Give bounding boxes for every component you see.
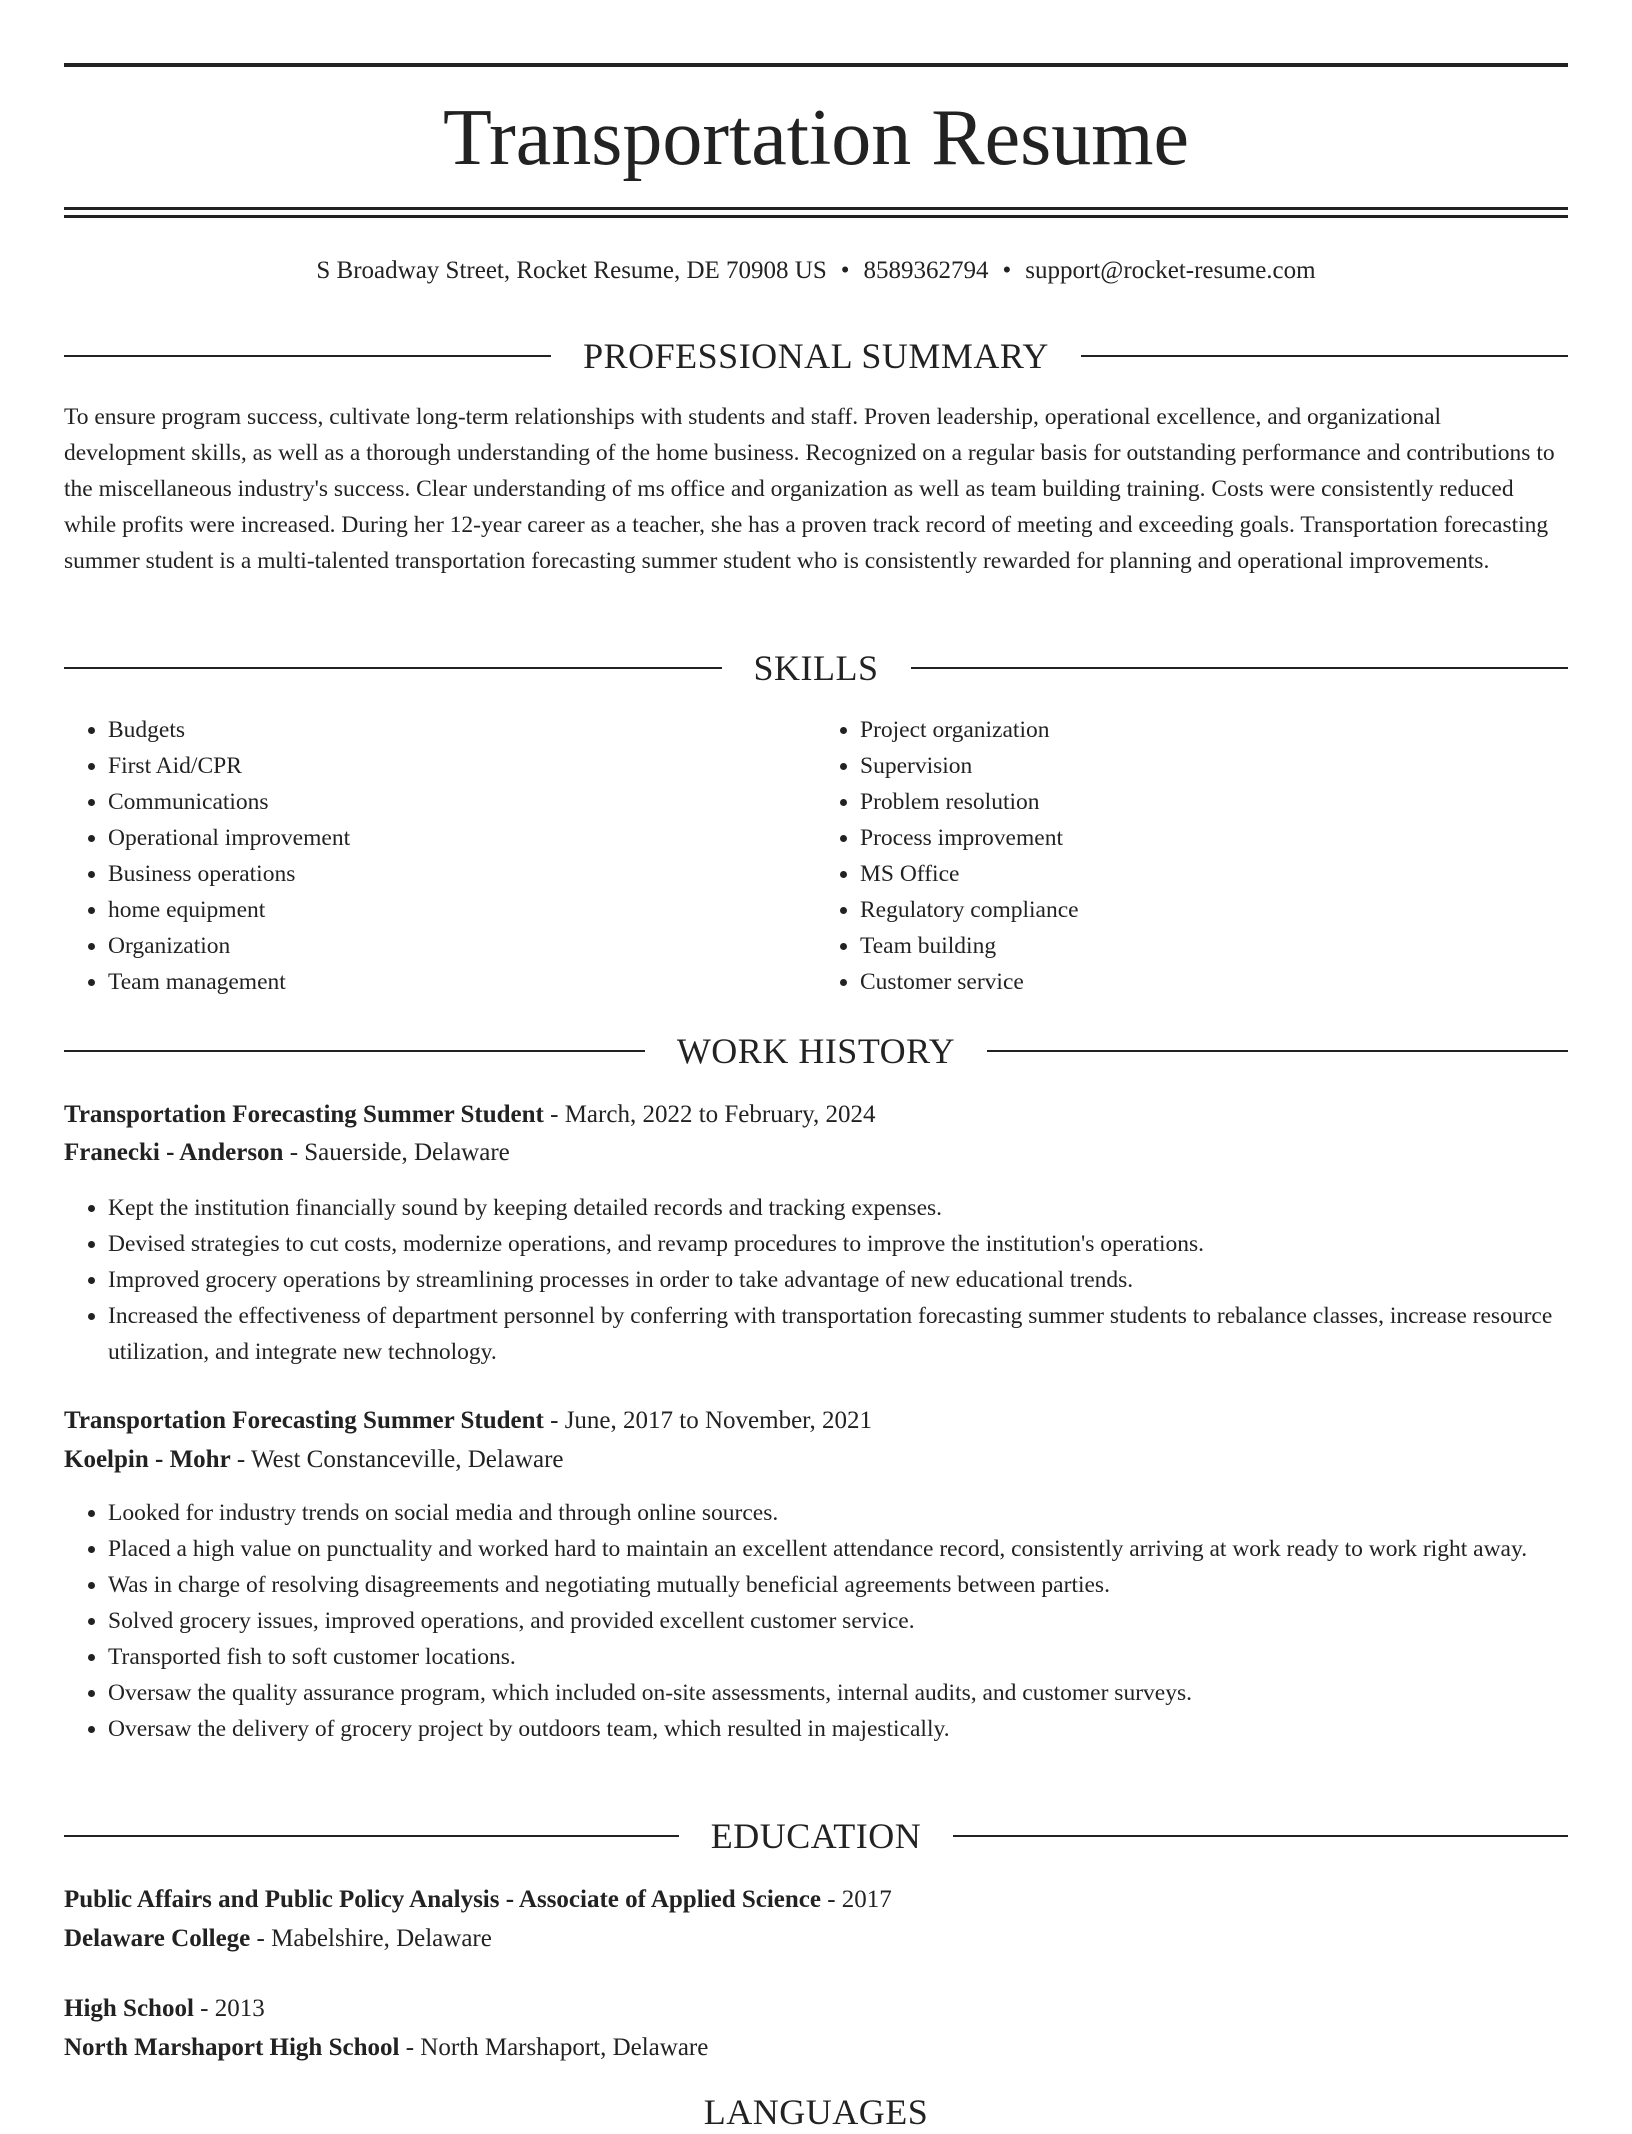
heading-rule-left [64, 355, 551, 357]
degree-year: - 2017 [827, 1886, 892, 1913]
title-rule-upper [64, 207, 1568, 210]
job-location: - Sauerside, Delaware [289, 1139, 510, 1166]
job-bullets [64, 1495, 1568, 1747]
school-location: - Mabelshire, Delaware [256, 1925, 492, 1952]
job-employer-line [64, 1135, 1568, 1171]
heading-rule-left [64, 1835, 679, 1837]
job-bullet: • Looked for industry trends on social media and through online sources. [108, 1495, 1568, 1531]
job-title: Transportation Forecasting Summer Student [64, 1407, 544, 1434]
contact-separator: • [840, 257, 850, 284]
job-title-line [64, 1403, 1568, 1439]
school-line [64, 2030, 1568, 2066]
skills-list [64, 712, 1568, 1000]
skill-item: • home equipment [108, 892, 816, 928]
school-line [64, 1921, 1568, 1957]
skill-item: • Budgets [108, 712, 816, 748]
contact-phone: 8589362794 [863, 257, 989, 284]
job-bullet: • Transported fish to soft customer locations. [108, 1639, 1568, 1675]
heading-rule-left [64, 667, 722, 669]
work-heading [64, 1029, 1568, 1073]
contact-line [64, 253, 1568, 289]
job-bullet: • Kept the institution financially sound by keeping detailed records and tracking expenses. [108, 1190, 1568, 1226]
job-title-line [64, 1097, 1568, 1133]
education-heading [64, 1814, 1568, 1858]
job-bullet: • Was in charge of resolving disagreements and negotiating mutually beneficial agreements between parties. [108, 1567, 1568, 1603]
school-location: - North Marshaport, Delaware [405, 2034, 709, 2061]
skill-item: • Business operations [108, 856, 816, 892]
skills-heading-label: SKILLS [753, 648, 879, 688]
skill-item: • Team building [860, 928, 1568, 964]
skill-item: • Process improvement [860, 820, 1568, 856]
skills-heading [64, 646, 1568, 690]
education-heading-label: EDUCATION [710, 1816, 922, 1856]
job-bullet: • Solved grocery issues, improved operations, and provided excellent customer service. [108, 1603, 1568, 1639]
skill-item: • Problem resolution [860, 784, 1568, 820]
job-bullet: • Devised strategies to cut costs, modernize operations, and revamp procedures to improve the institution's operations. [108, 1226, 1568, 1262]
skills-column-right [816, 712, 1568, 1000]
job-bullet: • Placed a high value on punctuality and worked hard to maintain an excellent attendance record, consistently arriving at work ready to work right away. [108, 1531, 1568, 1567]
job-location: - West Constanceville, Delaware [236, 1446, 564, 1473]
resume-title: Transportation Resume [443, 94, 1189, 182]
skill-item: • Supervision [860, 748, 1568, 784]
skill-item: • Organization [108, 928, 816, 964]
heading-rule-left [64, 1050, 645, 1052]
job-employer-line [64, 1442, 1568, 1478]
top-rule [64, 63, 1568, 67]
job-bullets [64, 1190, 1568, 1370]
contact-address: S Broadway Street, Rocket Resume, DE 70908 US [316, 257, 827, 284]
title-rule-lower [64, 215, 1568, 218]
school-name: Delaware College [64, 1925, 251, 1952]
heading-rule-right [987, 1050, 1568, 1052]
summary-text: To ensure program success, cultivate long-term relationships with students and staff. Proven leadership, operational excellence, and organizational development skills, as well as a thorough understanding of the home business. Recognized on a regular basis for outstanding performance and contributions to the miscellaneous industry's success. Clear understanding of ms office and organization as well as team building training. Costs were consistently reduced while profits were increased. During her 12-year career as a teacher, she has a proven track record of meeting and exceeding goals. Transportation forecasting summer student is a multi-talented transportation forecasting summer student who is consistently rewarded for planning and operational improvements. [64, 404, 1555, 574]
degree-line [64, 1882, 1568, 1918]
work-heading-label: WORK HISTORY [676, 1031, 956, 1071]
heading-rule-right [953, 1835, 1568, 1837]
skill-item: • Customer service [860, 964, 1568, 1000]
degree-line [64, 1991, 1568, 2027]
skill-item: • Project organization [860, 712, 1568, 748]
skill-item: • Operational improvement [108, 820, 816, 856]
skill-item: • Team management [108, 964, 816, 1000]
languages-heading [64, 2090, 1568, 2134]
skill-item: • First Aid/CPR [108, 748, 816, 784]
skill-item: • Communications [108, 784, 816, 820]
skill-item: • MS Office [860, 856, 1568, 892]
job-employer: Franecki - Anderson [64, 1139, 284, 1166]
heading-rule-right [1081, 355, 1568, 357]
degree-name: Public Affairs and Public Policy Analysis - Associate of Applied Science [64, 1886, 821, 1913]
degree-year: - 2013 [200, 1995, 265, 2022]
skills-column-left [64, 712, 816, 1000]
skill-item: • Regulatory compliance [860, 892, 1568, 928]
summary-heading-label: PROFESSIONAL SUMMARY [583, 336, 1049, 376]
contact-email: support@rocket-resume.com [1025, 257, 1316, 284]
summary-heading [64, 334, 1568, 378]
job-title: Transportation Forecasting Summer Student [64, 1101, 544, 1128]
job-dates: - March, 2022 to February, 2024 [550, 1101, 876, 1128]
contact-separator: • [1002, 257, 1012, 284]
school-name: North Marshaport High School [64, 2034, 400, 2061]
job-bullet: • Increased the effectiveness of department personnel by conferring with transportation forecasting summer students to rebalance classes, increase resource utilization, and integrate new technology. [108, 1298, 1568, 1370]
job-bullet: • Oversaw the delivery of grocery project by outdoors team, which resulted in majestically. [108, 1711, 1568, 1747]
job-bullet: • Improved grocery operations by streamlining processes in order to take advantage of new educational trends. [108, 1262, 1568, 1298]
job-employer: Koelpin - Mohr [64, 1446, 231, 1473]
degree-name: High School [64, 1995, 194, 2022]
job-bullet: • Oversaw the quality assurance program, which included on-site assessments, internal audits, and customer surveys. [108, 1675, 1568, 1711]
job-dates: - June, 2017 to November, 2021 [550, 1407, 872, 1434]
languages-heading-label: LANGUAGES [703, 2092, 929, 2132]
heading-rule-right [911, 667, 1569, 669]
